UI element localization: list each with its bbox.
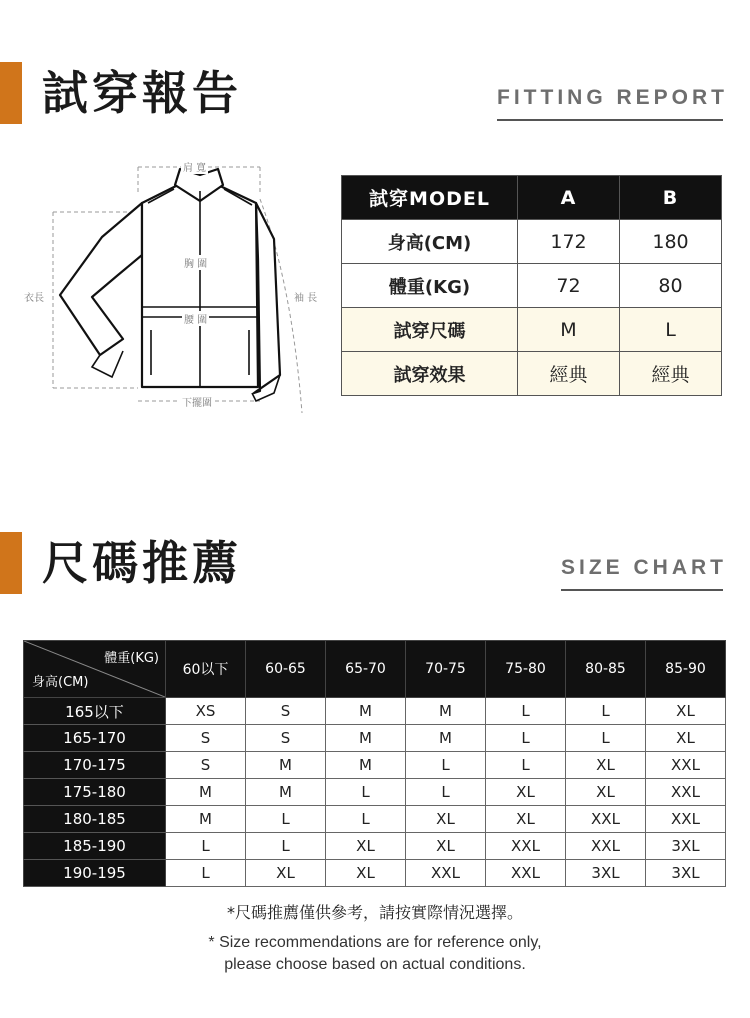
size-row <box>24 725 726 752</box>
fitting-title: 試穿報告 <box>42 66 242 120</box>
row-label: 試穿尺碼 <box>342 308 518 352</box>
size-cell: L <box>406 752 486 779</box>
size-cell: M <box>326 725 406 752</box>
weight-header: 65-70 <box>326 641 406 698</box>
size-cell: M <box>166 779 246 806</box>
section-accent-bar <box>0 532 22 594</box>
header-b: B <box>620 176 722 220</box>
size-cell: L <box>166 833 246 860</box>
size-cell: XL <box>246 860 326 887</box>
size-cell: XL <box>326 833 406 860</box>
note-chinese: *尺碼推薦僅供參考，請按實際情況選擇。 <box>226 903 523 922</box>
size-cell: L <box>326 779 406 806</box>
size-cell: XL <box>486 806 566 833</box>
size-cell: S <box>166 725 246 752</box>
size-title: 尺碼推薦 <box>42 536 242 590</box>
size-cell: XL <box>486 779 566 806</box>
height-header: 165以下 <box>24 698 166 725</box>
corner-height-label: 身高(CM) <box>32 675 89 690</box>
height-header: 180-185 <box>24 806 166 833</box>
size-cell: XXL <box>646 779 726 806</box>
size-cell: M <box>326 698 406 725</box>
size-cell: L <box>246 806 326 833</box>
table-row <box>342 264 722 308</box>
header-model: 試穿MODEL <box>342 176 518 220</box>
sleeve-label: 袖 長 <box>292 289 319 304</box>
size-cell: XL <box>326 860 406 887</box>
waist-label: 腰 圍 <box>182 311 209 326</box>
size-row <box>24 779 726 806</box>
height-header: 170-175 <box>24 752 166 779</box>
size-cell: 3XL <box>646 833 726 860</box>
size-row <box>24 806 726 833</box>
weight-header: 60-65 <box>246 641 326 698</box>
fitting-underline <box>497 119 723 121</box>
row-value-a: 72 <box>518 264 620 308</box>
length-label: 衣長 <box>22 289 46 304</box>
size-row <box>24 833 726 860</box>
size-subtitle: SIZE CHART <box>561 556 727 579</box>
size-row <box>24 860 726 887</box>
height-header: 175-180 <box>24 779 166 806</box>
table-row <box>342 352 722 396</box>
size-cell: XL <box>406 806 486 833</box>
size-cell: L <box>326 806 406 833</box>
size-cell: XXL <box>486 860 566 887</box>
weight-header: 85-90 <box>646 641 726 698</box>
height-header: 190-195 <box>24 860 166 887</box>
size-cell: M <box>246 779 326 806</box>
size-cell: XL <box>646 725 726 752</box>
section-accent-bar <box>0 62 22 124</box>
row-value-b: 180 <box>620 220 722 264</box>
note-english-line-2: please choose based on actual conditions. <box>224 956 526 973</box>
weight-header: 60以下 <box>166 641 246 698</box>
size-cell: XXL <box>646 806 726 833</box>
jacket-icon <box>20 155 340 415</box>
note-english <box>0 932 750 976</box>
size-cell: XS <box>166 698 246 725</box>
note-english-line-1: * Size recommendations are for reference only, <box>208 934 542 951</box>
weight-header: 80-85 <box>566 641 646 698</box>
corner-cell <box>24 641 166 698</box>
fitting-subtitle: FITTING REPORT <box>497 86 728 109</box>
table-header-row <box>342 176 722 220</box>
row-label: 體重(KG) <box>342 264 518 308</box>
size-cell: M <box>406 698 486 725</box>
row-label: 試穿效果 <box>342 352 518 396</box>
table-row <box>342 220 722 264</box>
size-cell: XXL <box>566 833 646 860</box>
size-cell: L <box>166 860 246 887</box>
size-cell: XXL <box>646 752 726 779</box>
row-value-a: 經典 <box>518 352 620 396</box>
fitting-model-table <box>341 175 722 396</box>
size-cell: L <box>246 833 326 860</box>
size-cell: L <box>406 779 486 806</box>
row-value-b: 80 <box>620 264 722 308</box>
size-header-row <box>24 641 726 698</box>
row-label: 身高(CM) <box>342 220 518 264</box>
size-cell: S <box>166 752 246 779</box>
size-cell: L <box>486 752 566 779</box>
row-value-a: M <box>518 308 620 352</box>
row-value-b: 經典 <box>620 352 722 396</box>
height-header: 185-190 <box>24 833 166 860</box>
size-cell: XL <box>566 779 646 806</box>
weight-header: 70-75 <box>406 641 486 698</box>
size-cell: M <box>246 752 326 779</box>
height-header: 165-170 <box>24 725 166 752</box>
size-chart-table <box>23 640 726 887</box>
row-value-b: L <box>620 308 722 352</box>
table-row <box>342 308 722 352</box>
size-cell: L <box>566 725 646 752</box>
header-a: A <box>518 176 620 220</box>
jacket-diagram <box>20 155 340 415</box>
size-row <box>24 752 726 779</box>
size-cell: XXL <box>406 860 486 887</box>
size-cell: 3XL <box>646 860 726 887</box>
size-cell: M <box>166 806 246 833</box>
size-cell: XXL <box>486 833 566 860</box>
corner-weight-label: 體重(KG) <box>104 651 159 666</box>
size-cell: M <box>406 725 486 752</box>
size-cell: L <box>486 698 566 725</box>
size-cell: XXL <box>566 806 646 833</box>
size-cell: XL <box>566 752 646 779</box>
size-cell: S <box>246 725 326 752</box>
size-row <box>24 698 726 725</box>
size-cell: L <box>566 698 646 725</box>
size-cell: L <box>486 725 566 752</box>
size-underline <box>561 589 723 591</box>
size-cell: XL <box>646 698 726 725</box>
size-cell: S <box>246 698 326 725</box>
hem-label: 下擺圍 <box>180 394 214 409</box>
size-cell: M <box>326 752 406 779</box>
weight-header: 75-80 <box>486 641 566 698</box>
size-cell: XL <box>406 833 486 860</box>
chest-label: 胸 圍 <box>182 255 209 270</box>
size-cell: 3XL <box>566 860 646 887</box>
row-value-a: 172 <box>518 220 620 264</box>
shoulder-label: 肩 寬 <box>181 159 208 174</box>
